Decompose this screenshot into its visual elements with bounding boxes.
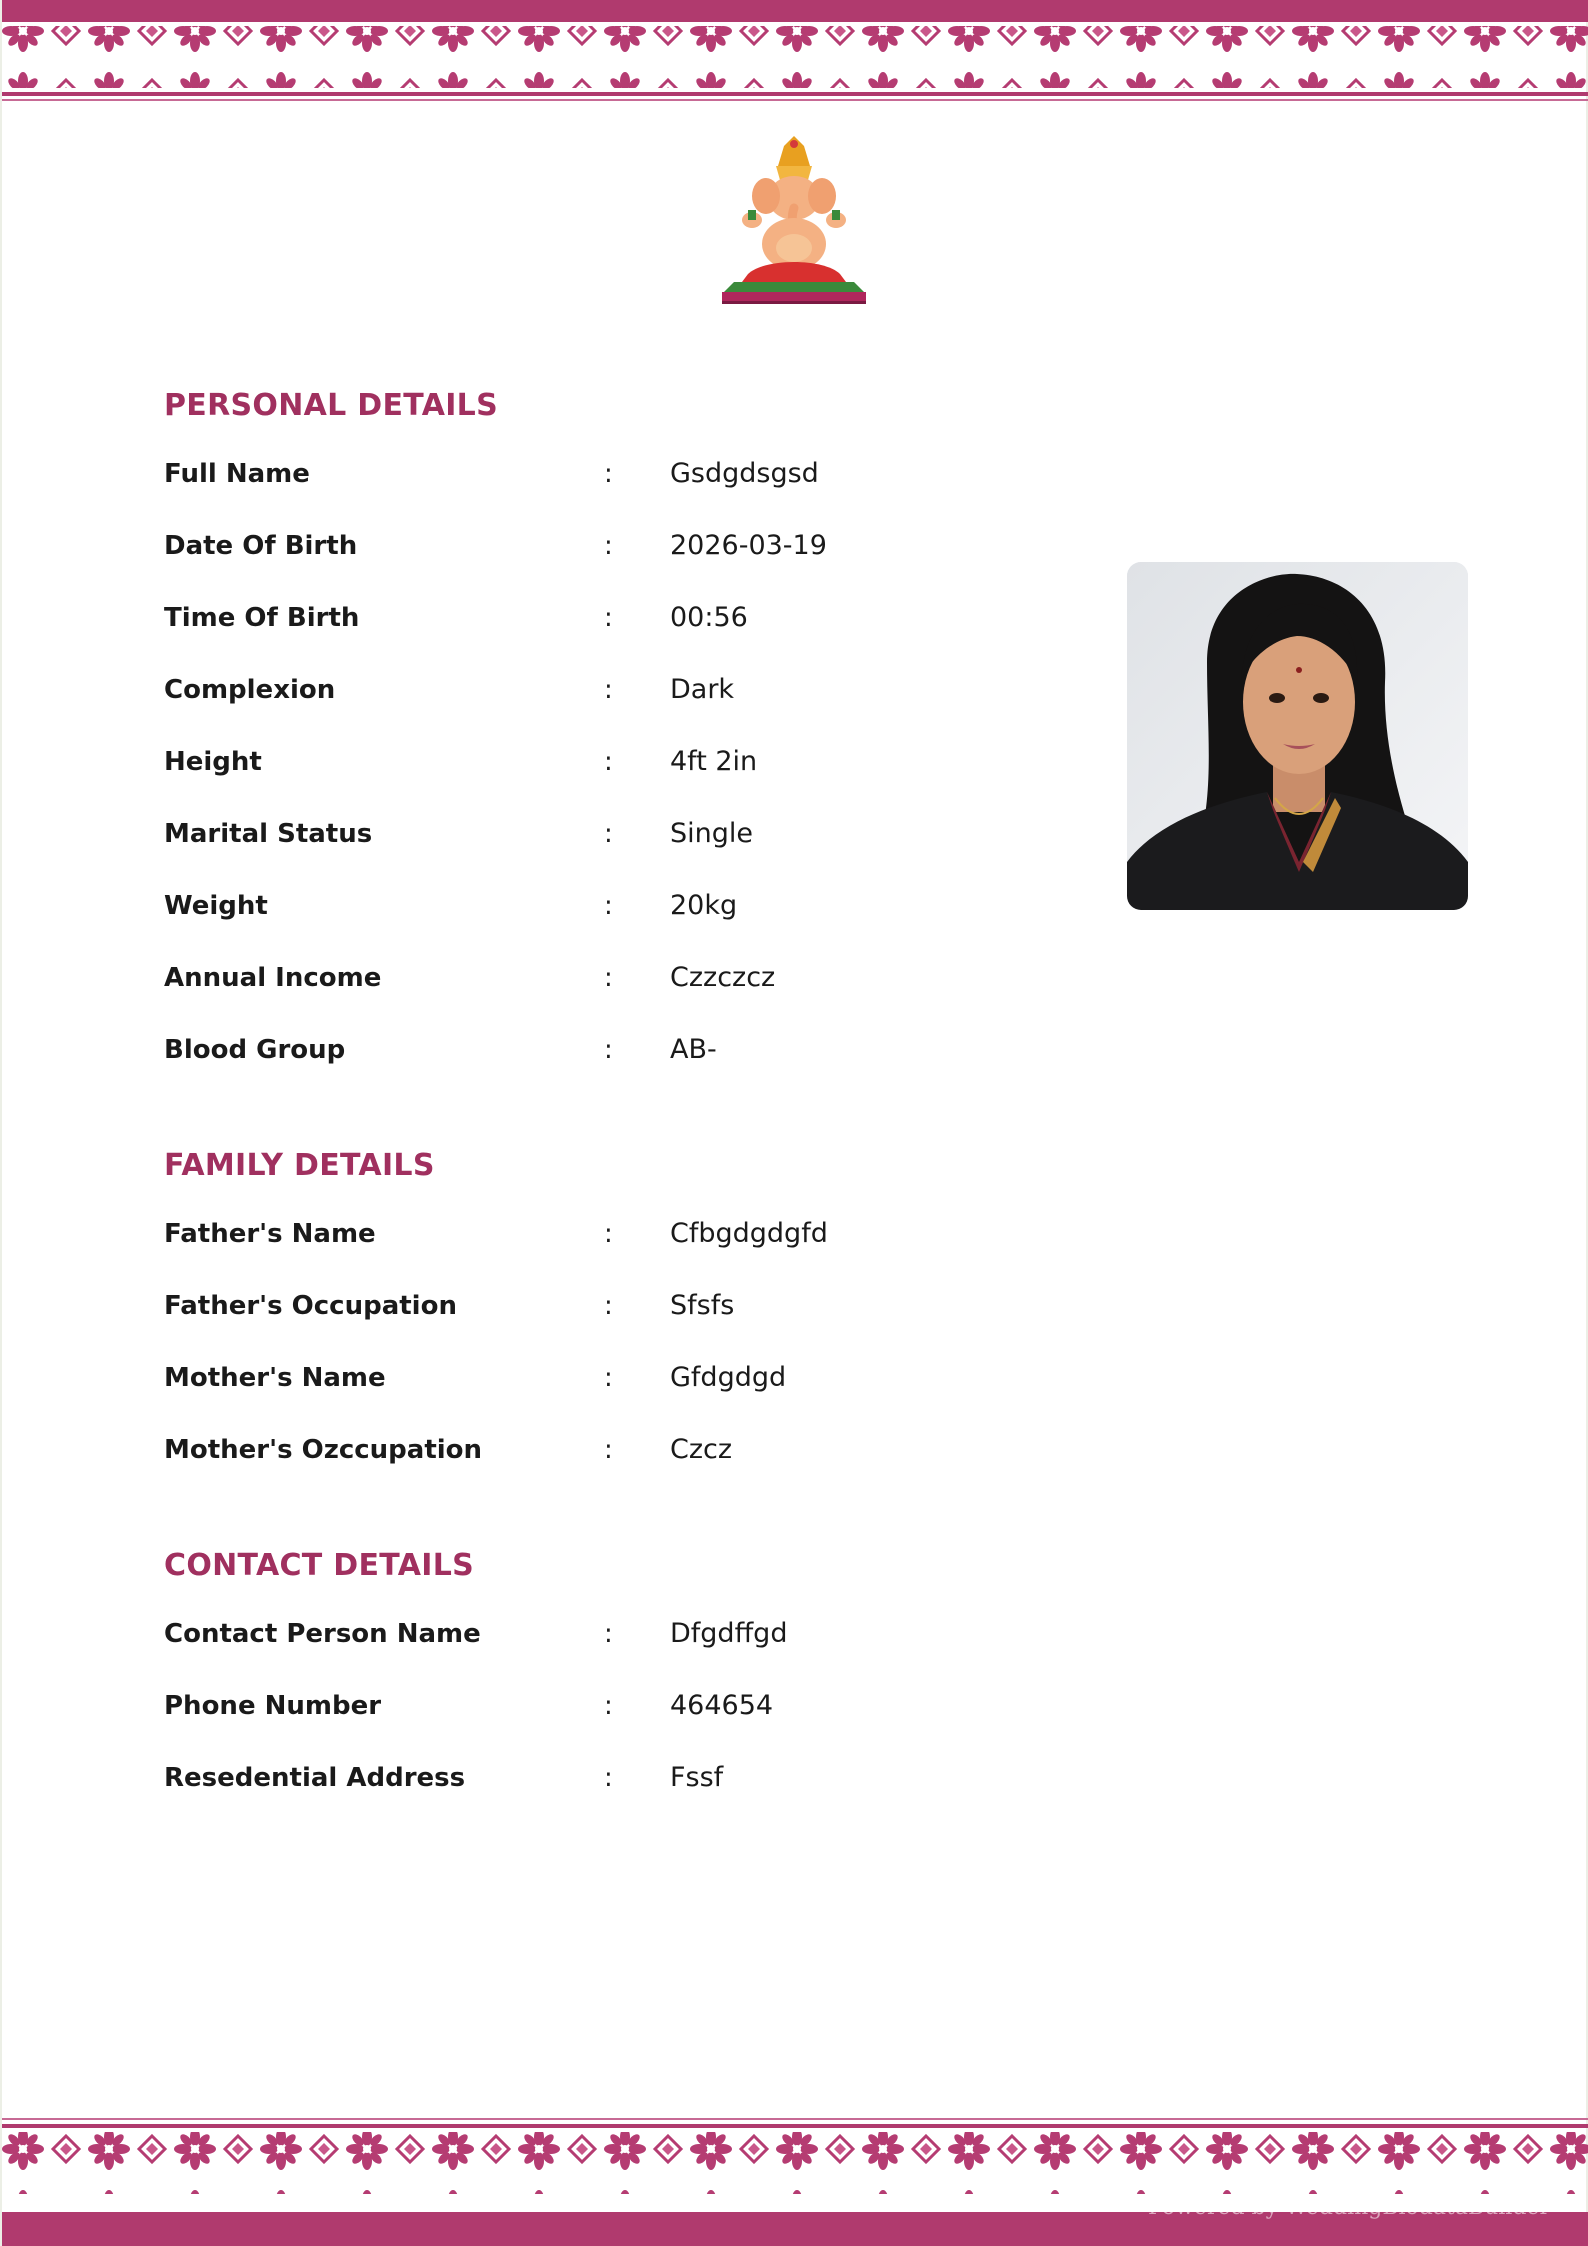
detail-value: 20kg (670, 890, 738, 921)
detail-value: Czcz (670, 1434, 733, 1465)
top-floral-border (2, 0, 1588, 104)
detail-value: Gfdgdgd (670, 1362, 787, 1393)
detail-label: Weight (164, 891, 268, 921)
detail-separator: : (604, 819, 613, 849)
detail-label: Mother's Ozccupation (164, 1435, 483, 1465)
detail-value: Cfbgdgdgfd (670, 1218, 828, 1249)
detail-row-weight (164, 888, 964, 960)
section-title-family: FAMILY DETAILS (164, 1148, 435, 1183)
detail-label: Resedential Address (164, 1763, 466, 1793)
personal-details-section (164, 386, 964, 1104)
detail-separator: : (604, 747, 613, 777)
detail-label: Blood Group (164, 1035, 346, 1065)
detail-separator: : (604, 675, 613, 705)
detail-label: Complexion (164, 675, 336, 705)
bottom-floral-border (2, 2118, 1588, 2246)
detail-label: Marital Status (164, 819, 373, 849)
personal-details-list (164, 456, 964, 1104)
section-title-contact: CONTACT DETAILS (164, 1548, 475, 1583)
section-title-personal: PERSONAL DETAILS (164, 388, 499, 423)
detail-label: Father's Name (164, 1219, 376, 1249)
detail-row-residential-address (164, 1760, 964, 1832)
detail-label: Full Name (164, 459, 310, 489)
profile-photo (1127, 562, 1468, 910)
detail-separator: : (604, 1219, 613, 1249)
detail-label: Date Of Birth (164, 531, 358, 561)
detail-row-marital-status (164, 816, 964, 888)
detail-separator: : (604, 963, 613, 993)
detail-label: Father's Occupation (164, 1291, 457, 1321)
detail-value: 2026-03-19 (670, 530, 827, 561)
contact-details-section (164, 1546, 964, 1832)
detail-value: Czzczcz (670, 962, 776, 993)
detail-separator: : (604, 891, 613, 921)
contact-details-list (164, 1616, 964, 1832)
detail-separator: : (604, 1435, 613, 1465)
detail-label: Phone Number (164, 1691, 382, 1721)
detail-row-mothers-name (164, 1360, 964, 1432)
detail-row-contact-person (164, 1616, 964, 1688)
detail-value: Dfgdffgd (670, 1618, 788, 1649)
detail-label: Contact Person Name (164, 1619, 481, 1649)
detail-separator: : (604, 1035, 613, 1065)
detail-value: Fssf (670, 1762, 724, 1793)
detail-separator: : (604, 1691, 613, 1721)
detail-row-full-name (164, 456, 964, 528)
detail-separator: : (604, 1363, 613, 1393)
detail-label: Height (164, 747, 262, 777)
detail-row-complexion (164, 672, 964, 744)
detail-separator: : (604, 531, 613, 561)
detail-separator: : (604, 1619, 613, 1649)
ganesha-icon (714, 136, 874, 306)
detail-label: Annual Income (164, 963, 382, 993)
detail-value: 00:56 (670, 602, 748, 633)
detail-value: 4ft 2in (670, 746, 758, 777)
detail-value: Single (670, 818, 754, 849)
family-details-section (164, 1146, 964, 1504)
detail-row-fathers-occupation (164, 1288, 964, 1360)
detail-separator: : (604, 1763, 613, 1793)
detail-label: Time Of Birth (164, 603, 360, 633)
family-details-list (164, 1216, 964, 1504)
detail-row-phone-number (164, 1688, 964, 1760)
detail-value: Gsdgdsgsd (670, 458, 819, 489)
detail-row-blood-group (164, 1032, 964, 1104)
detail-row-height (164, 744, 964, 816)
detail-row-mothers-occupation (164, 1432, 964, 1504)
powered-by-watermark: Powered by WeddingBiodataBuilder (1147, 2195, 1550, 2220)
detail-row-fathers-name (164, 1216, 964, 1288)
detail-value: Dark (670, 674, 735, 705)
detail-separator: : (604, 603, 613, 633)
detail-label: Mother's Name (164, 1363, 386, 1393)
detail-separator: : (604, 459, 613, 489)
detail-value: Sfsfs (670, 1290, 735, 1321)
detail-row-time-of-birth (164, 600, 964, 672)
detail-row-date-of-birth (164, 528, 964, 600)
detail-value: 464654 (670, 1690, 774, 1721)
detail-value: AB- (670, 1034, 717, 1065)
detail-row-annual-income (164, 960, 964, 1032)
detail-separator: : (604, 1291, 613, 1321)
